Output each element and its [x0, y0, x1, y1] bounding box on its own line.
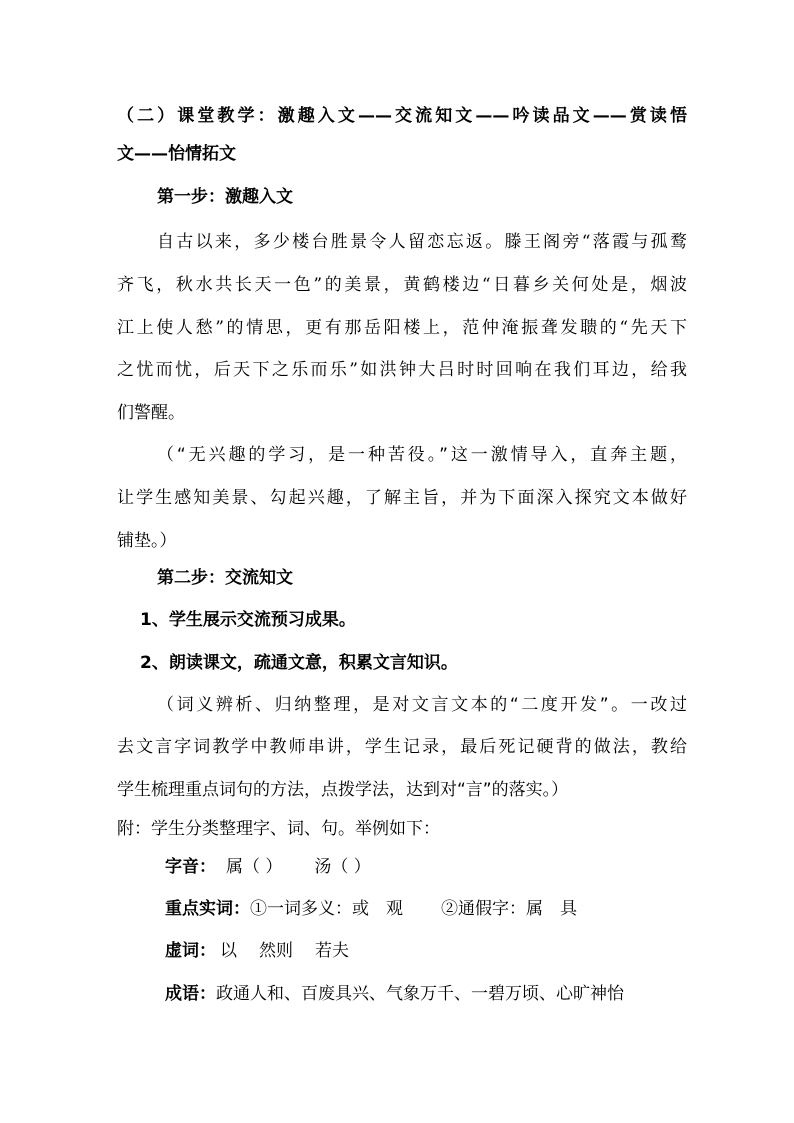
step1-paragraph-line-4: 之忧而忧，后天下之乐而乐”如洪钟大吕时时回响在我们耳边，给我: [117, 360, 687, 380]
step2-note-line-3: 学生梳理重点词句的方法，点拨学法，达到对“言”的落实。）: [117, 780, 569, 800]
step1-paragraph-line-2: 齐飞，秋水共长天一色”的美景，黄鹤楼边“日暮乡关何处是，烟波: [117, 275, 687, 295]
key-words-row: [165, 897, 685, 921]
step1-heading: 第一步：激趣入文: [157, 187, 293, 207]
pronunciation-row: [165, 855, 685, 879]
step1-note-line-1: （“无兴趣的学习，是一种苦役。”这一激情导入，直奔主题，: [157, 445, 687, 465]
step1-paragraph-line-1: 自古以来，多少楼台胜景令人留恋忘返。滕王阁旁“落霞与孤鹜: [157, 232, 687, 252]
appendix-line: 附：学生分类整理字、词、句。举例如下：: [117, 819, 440, 839]
key-words-polysemy: ①一词多义：或 观: [250, 899, 403, 919]
step2-note-line-1: （词义辨析、归纳整理，是对文言文本的“二度开发”。一改过: [157, 695, 687, 715]
section-title-line-2: 文——怡情拓文: [117, 144, 236, 164]
function-word: 以: [220, 941, 237, 961]
function-word: 然则: [259, 941, 293, 961]
pronunciation-label: 字音：: [165, 857, 216, 877]
step2-note-line-2: 去文言字词教学中教师串讲，学生记录，最后死记硬背的做法，教给: [117, 737, 687, 757]
step2-item-1: 1、学生展示交流预习成果。: [140, 610, 356, 630]
step1-note-line-3: 铺垫。）: [117, 531, 177, 551]
step1-note-line-2: 让学生感知美景、勾起兴趣，了解主旨，并为下面深入探究文本做好: [117, 488, 687, 508]
pronunciation-item: 属（ ）: [226, 857, 283, 877]
section-title-line-1: （二）课堂教学：激趣入文——交流知文——吟读品文——赏读悟: [117, 106, 687, 126]
function-words-label: 虚词：: [165, 941, 216, 961]
step2-heading: 第二步：交流知文: [157, 568, 293, 588]
step1-paragraph-line-5: 们警醒。: [117, 403, 185, 423]
function-word: 若夫: [315, 941, 349, 961]
key-words-label: 重点实词：: [165, 899, 250, 919]
step1-paragraph-line-3: 江上使人愁”的情思，更有那岳阳楼上，范仲淹振聋发聩的“先天下: [117, 318, 687, 338]
idioms-text: 政通人和、百废具兴、气象万千、一碧万顷、心旷神怡: [216, 984, 624, 1004]
pronunciation-item: 汤（ ）: [314, 857, 371, 877]
function-words-row: [165, 939, 685, 963]
idioms-row: [165, 982, 685, 1006]
idioms-label: 成语：: [165, 984, 216, 1004]
key-words-interchangeable: ②通假字：属 具: [441, 899, 577, 919]
step2-item-2: 2、朗读课文，疏通文意，积累文言知识。: [140, 653, 458, 673]
